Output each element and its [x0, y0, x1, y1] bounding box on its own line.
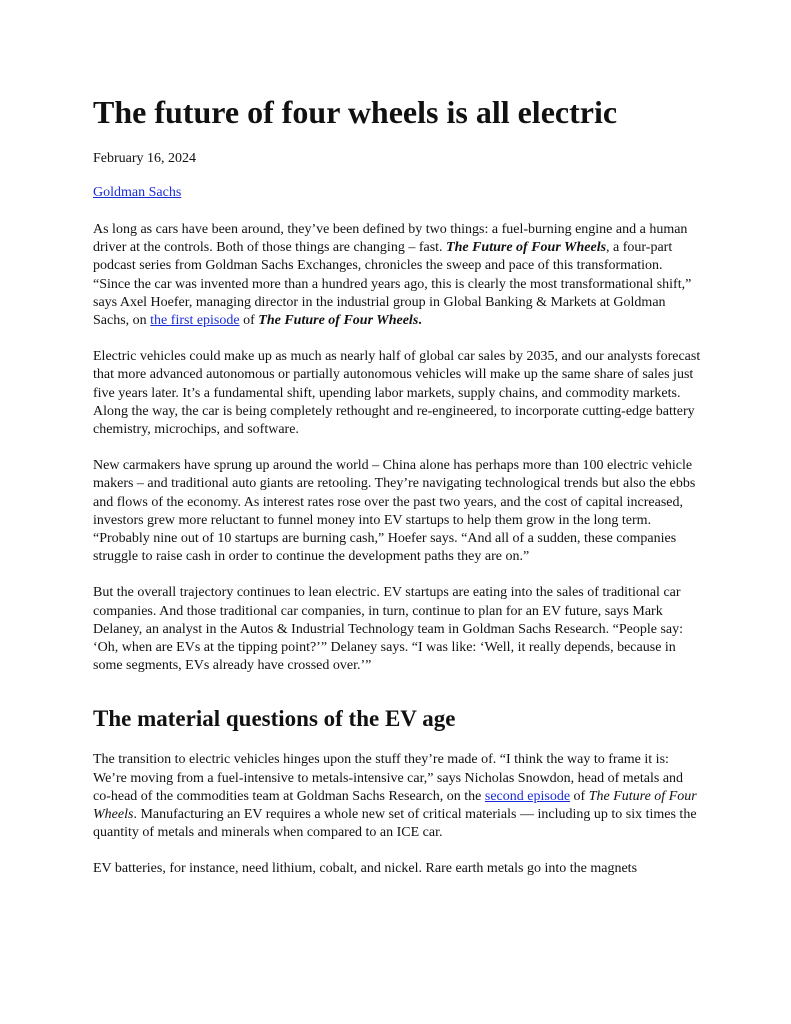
first-episode-link[interactable]: the first episode [150, 313, 240, 329]
second-episode-link[interactable]: second episode [484, 788, 571, 804]
source-line [93, 184, 703, 202]
p1-text-c: , a four-part podcast series from Goldman Sachs Exchanges, chronicles the sweep and pace of this transformation. “Since the car was invented more than a hundred years ago, this is clearly the most transformational shift,” says Axel Hoefer, managing director in the industrial group in Global Banking & Markets at Goldman Sachs, on [93, 240, 692, 329]
section-heading: The material questions of the EV age [93, 706, 456, 732]
p5-text-d: . Manufacturing an EV requires a whole new set of critical materials — including up to six times the quantity of metals and minerals when compared to an ICE car. [93, 807, 697, 841]
paragraph-5 [93, 751, 703, 842]
paragraph-1 [93, 221, 703, 330]
paragraph-4: But the overall trajectory continues to lean electric. EV startups are eating into the sales of traditional car companies. And those traditional car companies, in turn, continue to plan for an EV future, says Mark Delaney, an analyst in the Autos & Industrial Technology team in Goldman Sachs Research. “People say: ‘Oh, when are EVs at the tipping point?’” Delaney says. “I was like: ‘Well, it really depends, because in some segments, EVs already have crossed over.’” [93, 585, 683, 674]
p5-series-title: The Future of Four Wheels [93, 788, 697, 823]
paragraph-6: EV batteries, for instance, need lithium, cobalt, and nickel. Rare earth metals go into the magnets [93, 861, 638, 877]
p1-text-d: of [239, 313, 259, 329]
article-title: The future of four wheels is all electric [93, 94, 618, 130]
p1-text-a: As long as cars have been around, they’ve been defined by two things: a fuel-burning engine and a human driver at the controls. Both of those things are changing – fast. [93, 222, 688, 256]
p1-series-title: The Future of Four Wheels [446, 240, 607, 256]
p5-text-b: of [570, 788, 589, 804]
p5-text-a: The transition to electric vehicles hinges upon the stuff they’re made of. “I think the way to frame it is: We’re moving from a fuel-intensive to metals-intensive car,” says Nicholas Snowdon, head of metals and co-head of the commodities team at Goldman Sachs Research, on the [93, 752, 684, 804]
paragraph-2: Electric vehicles could make up as much as nearly half of global car sales by 2035, and our analysts forecast that more advanced autonomous or partially autonomous vehicles will make up the same share of sales just five years later. It’s a fundamental shift, upending labor markets, supply chains, and commodity markets. Along the way, the car is being completely rethought and re-engineered, to incorporate cutting-edge battery chemistry, microchips, and software. [93, 349, 701, 438]
p1-text-f: . [418, 313, 422, 329]
publish-date: February 16, 2024 [93, 151, 197, 166]
source-link[interactable]: Goldman Sachs [93, 185, 182, 200]
p1-series-title-2: The Future of Four Wheels [258, 313, 419, 329]
paragraph-3: New carmakers have sprung up around the world – China alone has perhaps more than 100 electric vehicle makers – and traditional auto giants are retooling. They’re navigating technological trends but also the ebbs and flows of the economy. As interest rates rose over the past two years, and the cost of capital increased, investors grew more reluctant to funnel money into EV startups to help them grow in the long term. “Probably nine out of 10 startups are burning cash,” Hoefer says. “And all of a sudden, these companies struggle to raise cash in order to continue the development paths they are on.” [93, 458, 696, 565]
